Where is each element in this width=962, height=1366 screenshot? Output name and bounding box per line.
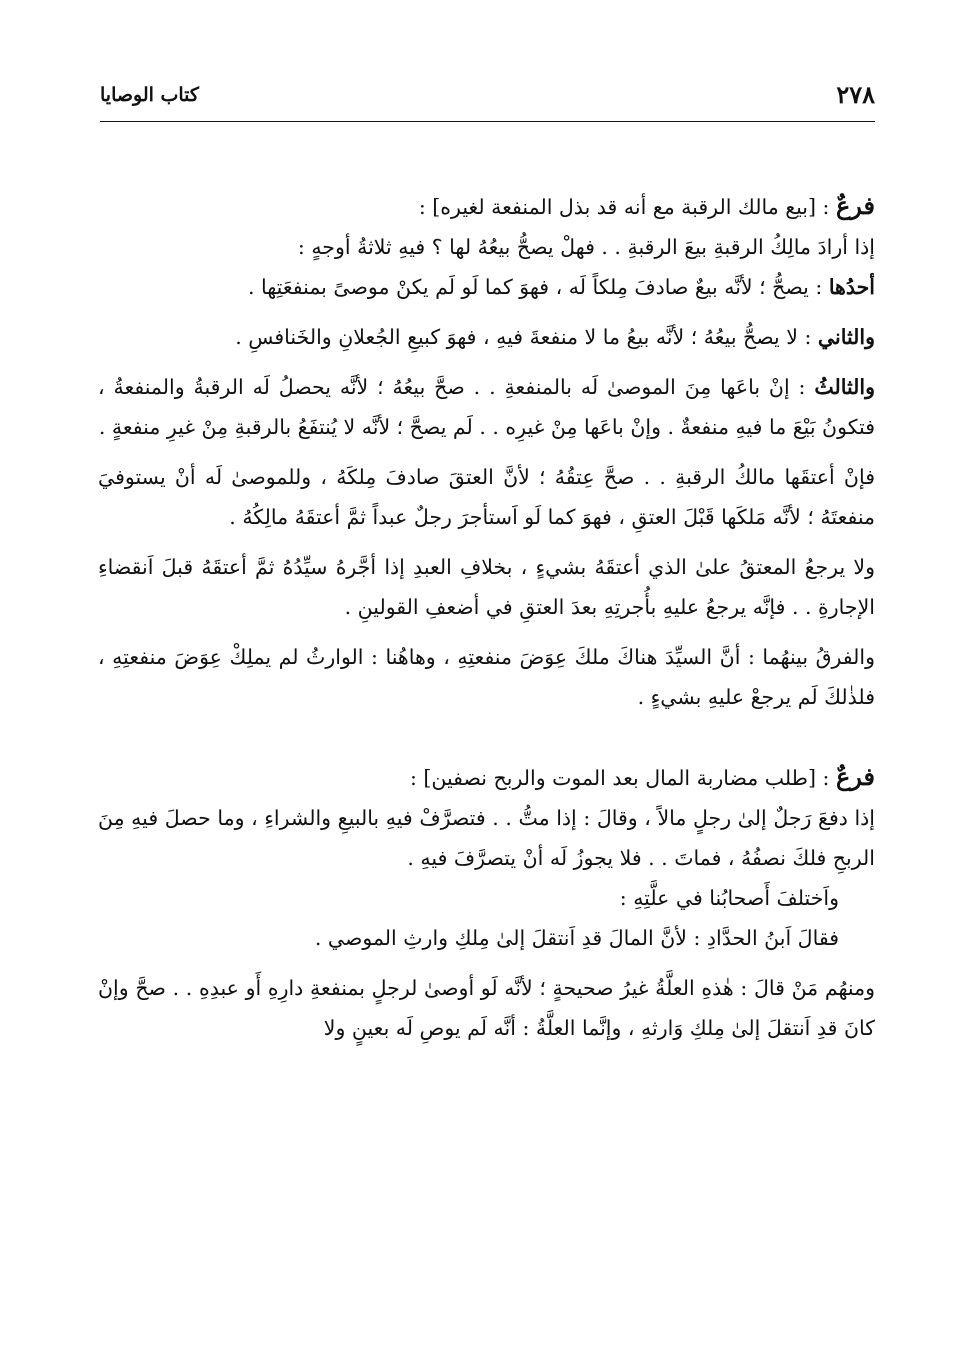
paragraph-case: إذا دفعَ رَجلٌ إلىٰ رجلٍ مالاً ، وقالَ : إذا متُّ . . فتصرَّفْ فيهِ بالبيعِ والشراءِ ، وما حصلَ فيهِ مِنَ الربحِ فلكَ نصفُهُ ، فماتَ . . فلا يجوزُ لَه أنْ يتصرَّفَ فيهِ .	[98, 806, 875, 870]
paragraph-disagreement: واَختلفَ أَصحابُنا في علَّتِهِ :	[619, 886, 839, 910]
page-header	[100, 76, 875, 116]
paragraph-manumission: فإنْ أعتقَها مالكُ الرقبةِ . . صحَّ عِتقُهُ ؛ لأنَّ العتقَ صادفَ مِلكَهُ ، وللموصىٰ لَه أنْ يستوفيَ منفعتَهُ ؛ لأنَّه مَلكَها قَبْلَ العتقِ ، فهوَ كما لَو اَستأجرَ رجلٌ عبداً ثمَّ أعتقَهُ مالِكُهُ .	[98, 465, 875, 529]
paragraph-others: ومنهُم مَنْ قالَ : هٰذهِ العلَّةُ غيرُ صحيحةٍ ؛ لأنَّه لَو أوصىٰ لرجلٍ بمنفعةِ دارِهِ أَو عبدِهِ . . صحَّ وإنْ كانَ قدِ اَنتقلَ إلىٰ مِلكِ وَارثهِ ، وإنَّما العلَّةُ : أنَّه لَم يوصِ لَه بعينٍ ولا	[98, 976, 875, 1040]
paragraph-third-view	[98, 367, 875, 447]
header-divider	[100, 121, 875, 122]
paragraph-second-view	[98, 317, 875, 357]
far-label: فرعٌ	[835, 762, 875, 791]
lead-word: أحدُها	[828, 275, 875, 299]
section-heading	[98, 757, 875, 798]
page-number: ٢٧٨	[836, 80, 875, 109]
paragraph-return: ولا يرجعُ المعتقُ علىٰ الذي أعتقَهُ بشيءٍ ، بخلافِ العبدِ إذا أجَّرهُ سيِّدُهُ ثمَّ أعتقَهُ قبلَ اَنقضاءِ الإجارةِ . . فإنَّه يرجعُ عليهِ بأُجرتِهِ بعدَ العتقِ في أضعفِ القولينِ .	[98, 555, 875, 619]
page-body	[98, 186, 875, 1048]
paragraph-text: : يصحُّ ؛ لأنَّه بيعٌ صادفَ مِلكاً لَه ، فهوَ كما لَو لَم يكنْ موصىً بمنفعَتِها .	[247, 275, 829, 299]
paragraph-difference: والفرقُ بينهُما : أنَّ السيِّدَ هناكَ ملكَ عِوَضَ منفعتِهِ ، وهاهُنا : الوارثُ لم يملِكْ عِوَضَ منفعتِهِ ، فلذٰلكَ لَم يرجعْ عليهِ بشيءٍ .	[98, 645, 875, 709]
lead-word: والثاني	[817, 325, 875, 349]
paragraph-intro: إذا أرادَ مالِكُ الرقبةِ بيعَ الرقبةِ . . فهلْ يصحُّ بيعُهُ لها ؟ فيهِ ثلاثةُ أوجهٍ :	[297, 235, 875, 259]
section-title: : [طلب مضاربة المال بعد الموت والربح نصفين] :	[409, 766, 830, 790]
running-title: كتاب الوصايا	[100, 84, 199, 106]
section-title: : [بيع مالك الرقبة مع أنه قد بذل المنفعة لغيره] :	[418, 195, 830, 219]
lead-word: والثالثُ	[814, 375, 875, 399]
paragraph-first-view	[98, 267, 875, 307]
paragraph-ibn-haddad: فقالَ اَبنُ الحدَّادِ : لأنَّ المالَ قدِ اَنتقلَ إلىٰ مِلكِ وارثِ الموصي .	[314, 926, 839, 950]
far-label: فرعٌ	[835, 191, 875, 220]
paragraph-text: : إنْ باعَها مِنَ الموصىٰ لَه بالمنفعةِ . . صحَّ بيعُهُ ؛ لأنَّه يحصلُ لَه الرقبةُ والمنفعةُ ، فتكونُ بَيْعَ ما فيهِ منفعةٌ . وإنْ باعَها مِنْ غيرِه . . لَم يصحَّ ؛ لأنَّه لا يُنتفَعُ بالرقبةِ مِنْ غيرِ منفعةٍ .	[98, 375, 875, 439]
paragraph-text: : لا يصحُّ بيعُهُ ؛ لأنَّه بيعُ ما لا منفعةَ فيهِ ، فهوَ كبيعِ الجُعلانِ والخَنافسِ .	[235, 325, 818, 349]
section-heading	[98, 186, 875, 227]
